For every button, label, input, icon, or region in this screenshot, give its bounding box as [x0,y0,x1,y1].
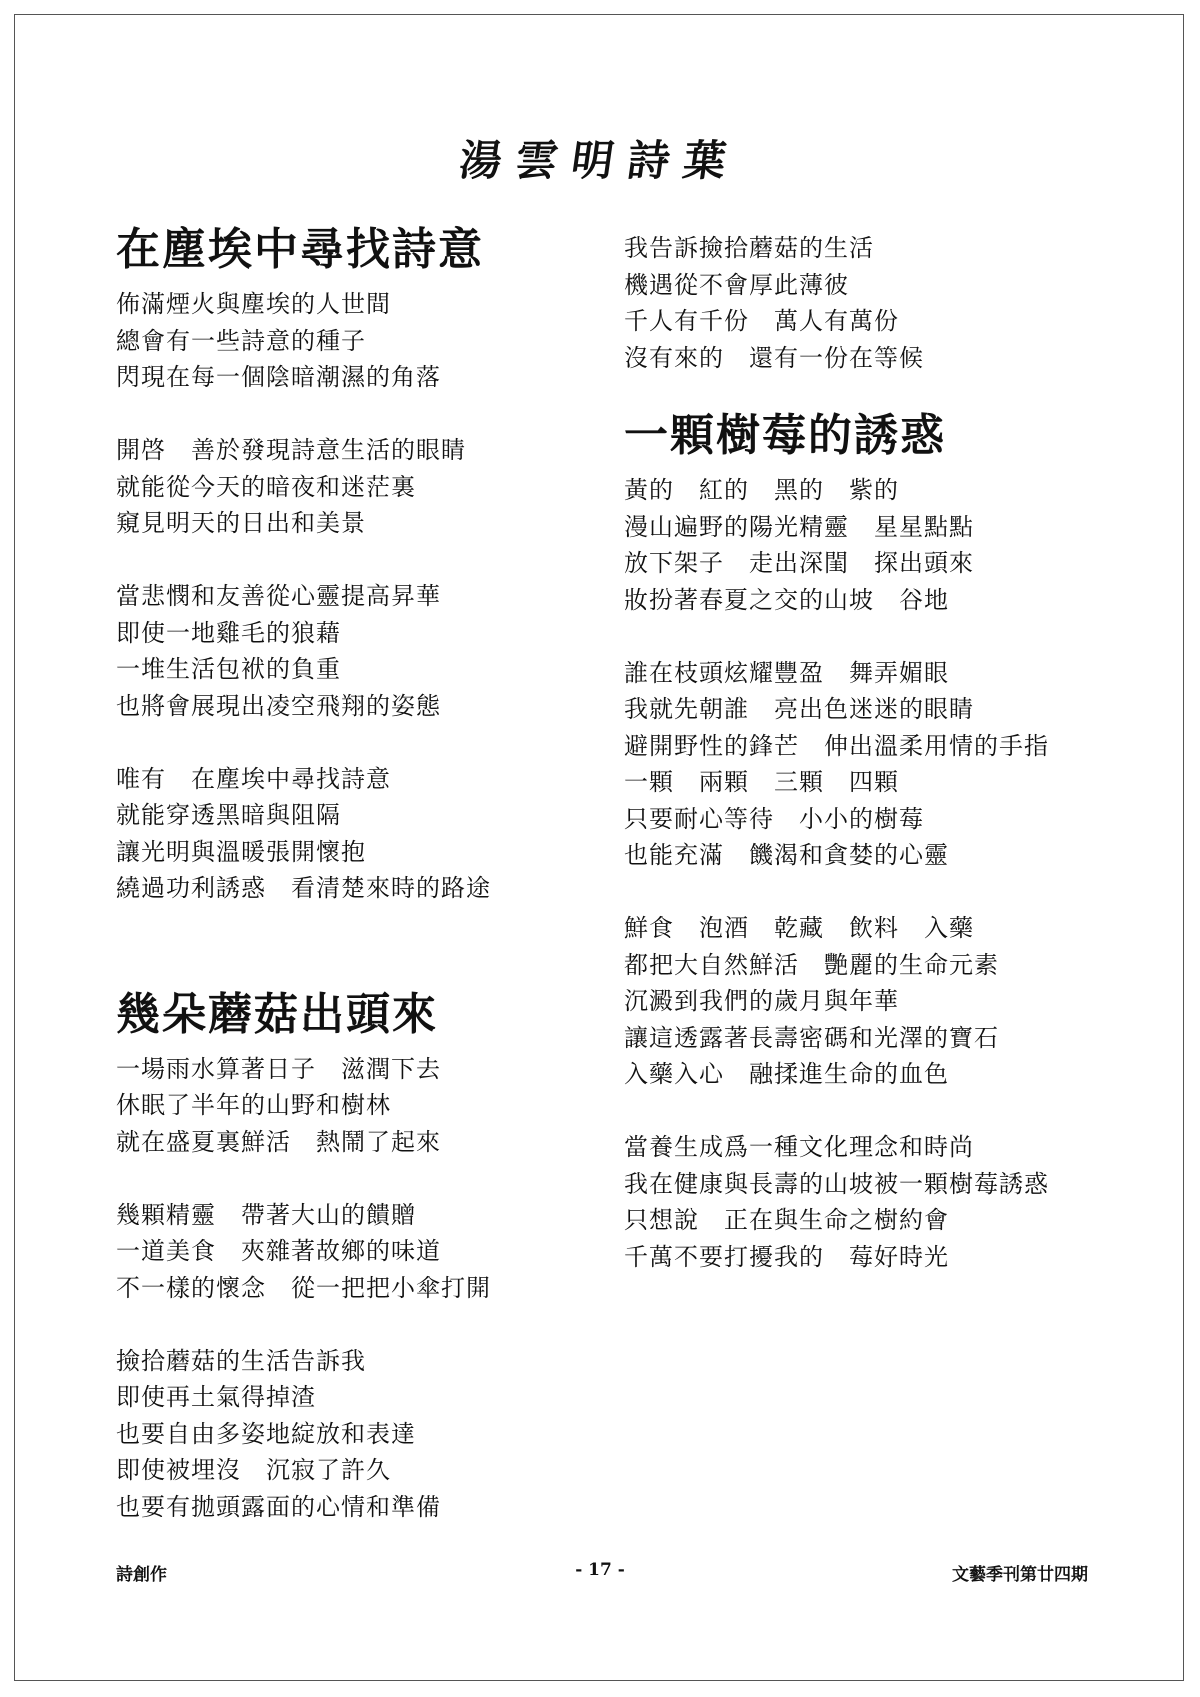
stanza [116,286,586,396]
poem-line: 當悲憫和友善從心靈提高昇華 [116,582,441,610]
poem-line: 避開野性的鋒芒 伸出溫柔用情的手指 [624,731,1049,760]
left-column [116,222,586,1525]
poem-line: 就能從今天的暗夜和迷茫裏 [116,472,416,501]
poem-line: 我就先朝誰 亮出色迷迷的眼睛 [624,695,974,723]
poem-line: 也要有拋頭露面的心情和準備 [116,1492,441,1521]
poem-line: 只要耐心等待 小小的樹莓 [624,804,924,833]
stanza [624,1129,1114,1275]
poem-line: 千人有千份 萬人有萬份 [624,307,899,335]
poem-line: 即使再土氣得掉渣 [116,1383,316,1411]
poem-line: 只想說 正在與生命之樹約會 [624,1206,949,1234]
poem-line: 讓光明與溫暖張開懷抱 [116,837,366,866]
stanza [116,578,586,724]
footer-section: 詩創作 [116,1565,167,1585]
footer-publication: 文藝季刊第廿四期 [952,1565,1088,1585]
poem-line: 沉澱到我們的歲月與年華 [624,987,899,1015]
stanza [116,432,586,542]
poem-line: 也能充滿 饑渴和貪婪的心靈 [624,841,949,869]
poem-line: 沒有來的 還有一份在等候 [624,343,924,372]
poem-line: 唯有 在塵埃中尋找詩意 [116,764,391,793]
poem-line: 放下架子 走出深閨 探出頭來 [624,549,974,577]
poem-line: 即使被埋沒 沉寂了許久 [116,1456,391,1484]
stanza [624,472,1114,618]
stanza [624,910,1114,1093]
poem-line: 繞過功利誘惑 看清楚來時的路途 [116,874,491,902]
poem-line: 撿拾蘑菇的生活告訴我 [116,1346,366,1375]
poem-title: 幾朵蘑菇出頭來 [116,988,438,1040]
poem-line: 我在健康與長壽的山坡被一顆樹莓誘惑 [624,1169,1049,1198]
poem-line: 都把大自然鮮活 艷麗的生命元素 [624,950,999,979]
poem-line: 誰在枝頭炫耀豐盈 舞弄媚眼 [624,658,949,687]
poem-line: 漫山遍野的陽光精靈 星星點點 [624,512,974,541]
poem-line: 不一樣的懷念 從一把把小傘打開 [116,1273,491,1302]
poem-line: 開啓 善於發現詩意生活的眼睛 [116,436,466,464]
poem-line: 當養生成爲一種文化理念和時尚 [624,1133,974,1161]
page-number: - 17 - [575,1560,625,1580]
poem-line: 幾顆精靈 帶著大山的饋贈 [116,1200,416,1229]
poem-title: 在塵埃中尋找詩意 [116,224,484,275]
page-title: 湯雲明詩葉 [456,136,744,185]
poem-line: 就能穿透黑暗與阻隔 [116,801,341,829]
poem-line: 機遇從不會厚此薄彼 [624,270,849,299]
poem-line: 佈滿煙火與塵埃的人世間 [116,290,391,318]
stanza [624,230,1114,376]
poem-line: 也將會展現出凌空飛翔的姿態 [116,691,441,720]
poem-line: 千萬不要打擾我的 莓好時光 [624,1242,949,1271]
poem-line: 入藥入心 融揉進生命的血色 [624,1060,949,1088]
poem-line: 窺見明天的日出和美景 [116,509,366,537]
stanza [624,655,1114,874]
poem-line: 休眠了半年的山野和樹林 [116,1091,391,1119]
poem-line: 我告訴撿拾蘑菇的生活 [624,234,874,262]
poem-line: 閃現在每一個陰暗潮濕的角落 [116,363,441,391]
poem-line: 即使一地雞毛的狼藉 [116,618,341,647]
right-column [624,230,1114,1275]
poem-line: 總會有一些詩意的種子 [116,326,366,355]
poem-line: 鮮食 泡酒 乾藏 飲料 入藥 [624,914,974,942]
poem-title: 一顆樹莓的誘惑 [624,410,946,461]
poem-line: 一堆生活包袱的負重 [116,655,341,683]
poem-line: 妝扮著春夏之交的山坡 谷地 [624,585,949,614]
stanza [116,1051,586,1161]
poem-line: 一道美食 夾雜著故鄉的味道 [116,1237,441,1265]
poem-line: 黃的 紅的 黑的 紫的 [624,476,899,504]
poem-line: 一場雨水算著日子 滋潤下去 [116,1054,441,1083]
poem-line: 就在盛夏裏鮮活 熱鬧了起來 [116,1127,441,1156]
stanza [116,761,586,907]
poem-line: 也要自由多姿地綻放和表達 [116,1419,416,1448]
poem-line: 一顆 兩顆 三顆 四顆 [624,768,899,796]
stanza [116,1197,586,1307]
poem-line: 讓這透露著長壽密碼和光澤的寶石 [624,1023,999,1052]
stanza [116,1343,586,1526]
